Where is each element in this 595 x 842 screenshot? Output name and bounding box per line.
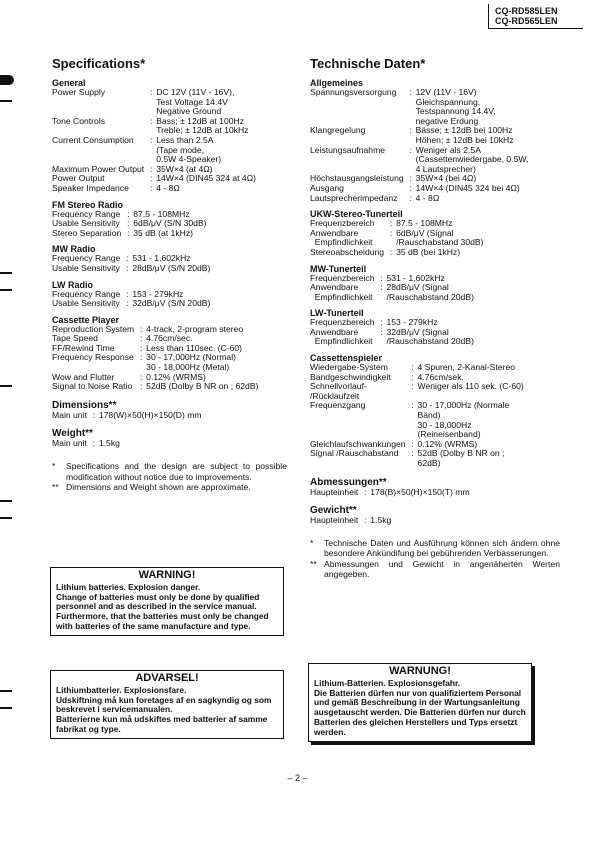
spec-value: Weniger als 110 sek. (C-60) (417, 381, 524, 392)
spec-label: Maximum Power Output (52, 163, 145, 174)
spec-row (310, 88, 528, 126)
spec-table (52, 210, 207, 239)
spec-colon: : (409, 125, 412, 136)
section-heading: Cassettenspieler (310, 353, 383, 364)
footnote-marker: * (52, 461, 56, 472)
spec-label: Power Supply (52, 87, 106, 97)
spec-colon: : (380, 272, 383, 283)
spec-colon: : (139, 342, 143, 353)
spec-row (310, 516, 391, 526)
spec-row (310, 283, 474, 302)
spec-colon: : (389, 227, 393, 238)
spec-colon: : (411, 448, 414, 459)
footnote-marker: ** (52, 482, 59, 493)
spec-label: Wiedergabe-System (310, 362, 388, 373)
spec-colon: : (149, 87, 153, 97)
spec-value: 153 - 279kHz (386, 317, 438, 328)
spec-label: Haupteinheit (310, 515, 359, 526)
spec-value: 87.5 - 108MHz (133, 208, 190, 219)
spec-colon: : (411, 362, 414, 373)
spec-value: 178(W)×50(H)×150(D) mm (98, 409, 202, 420)
spec-value: 4-track, 2-program stereo (146, 323, 244, 334)
spec-table (310, 274, 474, 303)
spec-label: Leistungsaufnahme (310, 144, 386, 155)
section-heading: Allgemeines (310, 78, 364, 88)
spec-value: Less than 2.5A (Tape mode, 0.5W 4-Speaker) (156, 134, 222, 165)
spec-row (310, 382, 524, 401)
spec-colon: : (139, 381, 143, 392)
spec-colon: : (139, 371, 143, 382)
spec-value: 28dB/μV (Signal /Rauschabstand 20dB) (386, 282, 474, 302)
spec-row (52, 229, 207, 239)
spec-colon: : (139, 333, 143, 344)
spec-value: 52dB (Dolby B NR on ; 62dB) (417, 448, 505, 468)
spec-label: Haupteinheit (310, 486, 359, 497)
spec-label: Stereo Separation (52, 227, 122, 238)
spec-colon: : (411, 381, 414, 392)
spec-colon: : (149, 115, 153, 126)
section-heading: Cassette Player (52, 314, 120, 325)
section-heading: LW Radio (52, 279, 93, 290)
spec-label: Gleichlaufschwankungen (310, 438, 406, 449)
spec-label: Frequency Range (52, 208, 121, 219)
spec-row (310, 229, 484, 248)
spec-value: 28dB/μV (S/N 20dB) (132, 262, 211, 273)
spec-label: Anwendbare Empfindlichkeit (310, 227, 373, 248)
spec-row (310, 328, 474, 347)
spec-row (52, 439, 120, 449)
spec-value: 531 - 1,602kHz (132, 253, 191, 264)
spec-row (52, 353, 258, 372)
warning-box-german (308, 663, 532, 742)
spec-colon: : (92, 438, 96, 449)
spec-row (52, 382, 258, 392)
spec-label: Klangregelung (310, 125, 366, 136)
spec-colon: : (380, 326, 383, 337)
spec-colon: : (149, 163, 153, 174)
spec-label: Main unit (52, 409, 87, 420)
spec-value: 4 - 8Ω (415, 192, 440, 203)
margin-tick (0, 385, 12, 387)
spec-row (310, 449, 524, 468)
specifications-german (310, 56, 560, 580)
spec-value: 35 dB (bei 1kHz) (396, 246, 461, 257)
spec-label: Anwendbare Empfindlichkeit (310, 282, 373, 302)
spec-table (52, 254, 210, 273)
spec-label: Stereoabscheidung (310, 246, 385, 257)
spec-label: Wow and Flutter (52, 371, 115, 382)
margin-tick (0, 100, 12, 102)
spec-colon: : (411, 438, 414, 449)
spec-colon: : (409, 182, 412, 193)
model-number-box (488, 4, 583, 29)
spec-value: 30 - 17,000Hz (Normale Bänd) 30 - 18,000Hz (Reineisenband) (417, 400, 510, 440)
footnote (52, 482, 287, 493)
section-heading: General (52, 78, 86, 88)
section-heading: LW-Tunerteil (310, 308, 364, 319)
spec-table (310, 88, 528, 203)
spec-value: 6dB/μV (S/N 30dB) (133, 218, 207, 229)
footnote-text: Technische Daten und Ausführung können sich ändern ohne besondere Ankündifung bei gebührenden Verbasserungen. (324, 537, 560, 559)
spec-label: Bandgeschwindigkeit (310, 371, 391, 382)
spec-value: 0.12% (WRMS) (146, 371, 206, 382)
footnote-text: Specifications and the design are subject to possible modification without notice due to improvements. (66, 461, 287, 482)
spec-colon: : (139, 323, 143, 334)
model-number-1: CQ-RD585LEN (495, 6, 558, 16)
spec-colon: : (409, 87, 412, 97)
spec-value: 35 dB (at 1kHz) (133, 227, 193, 238)
spec-colon: : (409, 173, 412, 184)
spec-label: Höchstausgangsleistung (310, 173, 404, 184)
specifications-english (52, 56, 287, 493)
spec-label: Usable Sensitivity (52, 218, 120, 229)
spec-label: Frequenzbereich (310, 272, 375, 283)
spec-table (52, 325, 258, 392)
footnote-marker: ** (310, 558, 317, 569)
spec-table (52, 411, 202, 421)
section-heading: UKW-Stereo-Tunerteil (310, 209, 403, 220)
spec-label: Usable Sensitivity (52, 298, 120, 309)
spec-colon: : (149, 182, 153, 193)
spec-label: Frequenzbereich (310, 317, 375, 328)
spec-label: Speaker Impedance (52, 182, 129, 193)
spec-value: 4 - 8Ω (156, 182, 180, 193)
footnote-text: Dimensions and Weight shown are approximate. (66, 482, 251, 493)
footnote (310, 538, 560, 559)
footnote (52, 461, 287, 482)
spec-row (52, 136, 256, 165)
warning-text: Lithium batteries. Explosion danger. Change of batteries must only be done by qualified personnel and as described in the service manual. Furthermore, that the batteries must only be changed with batteries of the same manufacture and type. (56, 581, 269, 631)
spec-row (52, 184, 256, 194)
warning-box-danish (50, 670, 284, 739)
spec-colon: : (126, 298, 129, 309)
spec-table (52, 290, 210, 309)
spec-value: Bässe; ± 12dB bei 100Hz Höhen; ± 12dB bei 10kHz (415, 125, 514, 145)
spec-label: Lautsprecherimpedanz (310, 192, 398, 203)
spec-label: Signal to Noise Ratio (52, 381, 133, 392)
spec-value: 1.5kg (98, 438, 120, 449)
spec-colon: : (127, 208, 130, 219)
spec-colon: : (92, 409, 96, 420)
spec-row (310, 488, 470, 498)
spec-notes (52, 461, 287, 493)
spec-colon: : (409, 192, 412, 203)
spec-label: Frequency Range (52, 253, 121, 264)
footnote (310, 559, 560, 580)
spec-value: 35W×4 (bei 4Ω) (415, 173, 477, 184)
spec-row (52, 88, 256, 117)
spec-value: 153 - 279kHz (132, 288, 184, 299)
spec-value: Weniger als 2.5A (Cassettenwiedergabe, 0.5W, 4 Lautsprecher) (415, 144, 529, 174)
spec-table (310, 219, 484, 257)
spec-table (310, 516, 391, 526)
margin-tick (0, 690, 12, 692)
warning-text: Lithiumbatterier. Explosionsfare. Udskiftning må kun foretages af en sagkyndig og som beskrevet i servicemanualen. Batterierne kun må udskiftes med batterier af samme fabrikat og type. (56, 684, 272, 734)
spec-label: Tone Controls (52, 115, 106, 126)
spec-label: Tape Speed (52, 333, 98, 344)
spec-row (52, 411, 202, 421)
spec-label: Frequency Range (52, 288, 121, 299)
spec-colon: : (389, 218, 393, 229)
warning-box-english (50, 567, 284, 636)
spec-table (310, 318, 474, 347)
spec-sections (52, 78, 287, 449)
spec-label: FF/Rewind Time (52, 342, 115, 353)
margin-tick (0, 517, 12, 519)
section-heading: MW Radio (52, 244, 96, 255)
spec-label: Power Output (52, 173, 105, 184)
spec-sections (310, 78, 560, 526)
spec-colon: : (149, 173, 153, 184)
footnote-text: Abmessungen und Gewicht in angenäherten Werten angegeben. (324, 558, 560, 580)
warning-title: ADVARSEL! (135, 672, 199, 684)
spec-value: Less than 110sec. (C-60) (146, 342, 243, 353)
margin-tick (0, 289, 12, 291)
spec-notes (310, 538, 560, 580)
spec-colon: : (411, 371, 414, 382)
spec-value: 4.76cm/sek. (417, 371, 464, 382)
margin-tick (0, 707, 12, 709)
spec-value: 178(B)×50(H)×150(T) mm (370, 486, 470, 497)
spec-colon: : (389, 246, 393, 257)
warning-title: WARNUNG! (389, 665, 451, 677)
margin-tick (0, 500, 12, 502)
spec-label: Schnellvorlauf- /Rücklaufzeit (310, 381, 367, 401)
spec-colon: : (380, 282, 383, 293)
spec-colon: : (127, 227, 130, 238)
binding-hole-mark (0, 75, 14, 85)
spec-label: Current Consumption (52, 134, 134, 145)
spec-colon: : (139, 352, 143, 363)
spec-row (52, 299, 210, 309)
spec-value: 531 - 1,602kHz (386, 272, 445, 283)
specifications-title: Specifications* (52, 56, 146, 71)
spec-label: Main unit (52, 438, 87, 449)
spec-row (310, 146, 528, 175)
technische-daten-title: Technische Daten* (310, 56, 426, 71)
spec-label: Spannungsversorgung (310, 87, 397, 97)
spec-label: Frequency Response (52, 352, 134, 363)
spec-value: 52dB (Dolby B NR on ; 62dB) (146, 381, 259, 392)
warning-title: WARNING! (138, 569, 196, 581)
section-heading: Gewicht** (310, 505, 357, 517)
spec-row (310, 126, 528, 145)
spec-value: 35W×4 (at 4Ω) (156, 163, 213, 174)
spec-value: 87.5 - 108MHz (396, 218, 453, 229)
section-heading: Abmessungen** (310, 476, 387, 488)
spec-colon: : (127, 218, 130, 229)
spec-colon: : (126, 288, 129, 299)
spec-row (310, 248, 484, 258)
spec-label: Frequenzgang (310, 400, 366, 411)
footnote-marker: * (310, 537, 314, 548)
spec-colon: : (149, 134, 153, 145)
spec-table (310, 363, 524, 469)
spec-colon: : (364, 486, 367, 497)
warning-text: Lithium-Batterien. Explosionsgefahr. Die Batterien dürfen nur von qualifiziertem Personal und gemäß Beschreibung in der Wartungsanleitung ausgetauscht werden. Die Batterien dürfen nur durch Batterien des gleichen Herstellers und Typs ersetzt werden. (314, 677, 526, 737)
spec-label: Reproduction System (52, 323, 135, 334)
section-heading: FM Stereo Radio (52, 199, 124, 210)
spec-colon: : (364, 515, 367, 526)
spec-colon: : (380, 317, 383, 328)
spec-label: Anwendbare Empfindlichkeit (310, 326, 373, 347)
spec-label: Frequenzbereich (310, 218, 375, 229)
spec-value: 30 - 17,000Hz (Normal) 30 - 18,000Hz (Metal) (146, 352, 236, 373)
section-heading: Weight** (52, 428, 93, 440)
page-number: – 2 – (287, 773, 308, 783)
spec-value: DC 12V (11V - 16V), Test Voltage 14.4V Negative Ground (156, 87, 235, 117)
spec-value: 32dB/μV (Signal /Rauschabstand 20dB) (386, 326, 474, 347)
spec-label: Signal /Rauschabstand (310, 448, 399, 459)
spec-row (310, 401, 524, 439)
spec-colon: : (126, 253, 129, 264)
spec-row (52, 117, 256, 136)
spec-value: 12V (11V - 16V) Gleichspannung, Testspannung 14.4V, negative Erdung (415, 87, 496, 126)
spec-row (52, 264, 210, 274)
spec-table (310, 488, 470, 498)
spec-value: 4.76cm/sec. (146, 333, 193, 344)
spec-label: Usable Sensitivity (52, 262, 120, 273)
spec-value: 0.12% (WRMS) (417, 438, 478, 449)
spec-value: 4 Spuren, 2-Kanal-Stereo (417, 362, 516, 373)
spec-value: 14W×4 (DIN45 324 at 4Ω) (156, 173, 256, 184)
spec-value: 32dB/μV (S/N 20dB) (132, 298, 211, 309)
spec-colon: : (126, 262, 129, 273)
spec-colon: : (411, 400, 414, 411)
section-heading: MW-Tunerteil (310, 263, 367, 274)
section-heading: Dimensions** (52, 399, 117, 411)
spec-value: 1.5kg (370, 515, 392, 526)
spec-value: 6dB/μV (Signal /Rauschabstand 30dB) (396, 227, 484, 248)
spec-label: Ausgang (310, 182, 344, 193)
spec-table (52, 88, 256, 194)
spec-table (52, 439, 120, 449)
margin-tick (0, 272, 12, 274)
spec-value: 14W×4 (DIN45 324 bei 4Ω) (415, 182, 520, 193)
spec-row (310, 194, 528, 204)
spec-colon: : (409, 144, 412, 155)
model-number-2: CQ-RD565LEN (495, 16, 558, 26)
spec-value: Bass; ± 12dB at 100Hz Treble; ± 12dB at 10kHz (156, 115, 249, 136)
